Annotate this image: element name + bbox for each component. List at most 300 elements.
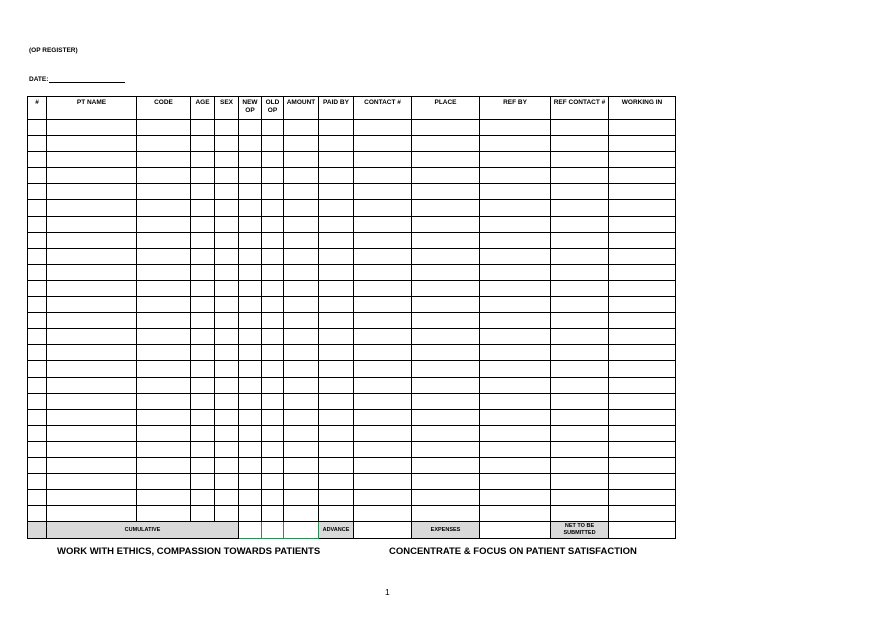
table-cell[interactable] xyxy=(262,120,284,136)
table-cell[interactable] xyxy=(480,280,551,296)
table-cell[interactable] xyxy=(47,297,137,313)
table-cell[interactable] xyxy=(215,474,239,490)
table-cell[interactable] xyxy=(609,506,676,522)
table-cell[interactable] xyxy=(480,393,551,409)
table-cell[interactable] xyxy=(262,248,284,264)
table-cell[interactable] xyxy=(284,345,319,361)
table-cell[interactable] xyxy=(284,329,319,345)
table-cell[interactable] xyxy=(609,393,676,409)
table-cell[interactable] xyxy=(319,216,354,232)
table-cell[interactable] xyxy=(609,425,676,441)
table-cell[interactable] xyxy=(551,248,609,264)
table-cell[interactable] xyxy=(412,393,480,409)
table-cell[interactable] xyxy=(354,441,412,457)
table-cell[interactable] xyxy=(215,168,239,184)
table-cell[interactable] xyxy=(28,393,47,409)
table-cell[interactable] xyxy=(28,474,47,490)
table-cell[interactable] xyxy=(412,216,480,232)
table-cell[interactable] xyxy=(551,120,609,136)
table-cell[interactable] xyxy=(191,474,215,490)
table-cell[interactable] xyxy=(412,506,480,522)
table-cell[interactable] xyxy=(47,474,137,490)
table-cell[interactable] xyxy=(412,457,480,473)
table-cell[interactable] xyxy=(239,313,262,329)
table-cell[interactable] xyxy=(480,377,551,393)
table-cell[interactable] xyxy=(47,457,137,473)
table-cell[interactable] xyxy=(215,506,239,522)
table-cell[interactable] xyxy=(412,232,480,248)
table-cell[interactable] xyxy=(319,297,354,313)
table-cell[interactable] xyxy=(191,393,215,409)
table-cell[interactable] xyxy=(191,329,215,345)
table-cell[interactable] xyxy=(609,280,676,296)
table-cell[interactable] xyxy=(215,345,239,361)
table-cell[interactable] xyxy=(412,425,480,441)
table-cell[interactable] xyxy=(480,297,551,313)
table-cell[interactable] xyxy=(215,313,239,329)
table-cell[interactable] xyxy=(215,329,239,345)
table-cell[interactable] xyxy=(191,152,215,168)
table-cell[interactable] xyxy=(215,248,239,264)
table-cell[interactable] xyxy=(319,425,354,441)
table-cell[interactable] xyxy=(28,425,47,441)
table-cell[interactable] xyxy=(239,168,262,184)
table-cell[interactable] xyxy=(480,232,551,248)
table-cell[interactable] xyxy=(191,248,215,264)
table-cell[interactable] xyxy=(412,248,480,264)
table-cell[interactable] xyxy=(354,280,412,296)
table-cell[interactable] xyxy=(262,490,284,506)
table-cell[interactable] xyxy=(28,361,47,377)
table-cell[interactable] xyxy=(319,345,354,361)
table-cell[interactable] xyxy=(191,136,215,152)
table-cell[interactable] xyxy=(284,232,319,248)
table-cell[interactable] xyxy=(262,329,284,345)
table-cell[interactable] xyxy=(215,409,239,425)
table-cell[interactable] xyxy=(215,232,239,248)
table-cell[interactable] xyxy=(354,184,412,200)
table-cell[interactable] xyxy=(319,457,354,473)
table-cell[interactable] xyxy=(480,425,551,441)
table-cell[interactable] xyxy=(262,377,284,393)
table-cell[interactable] xyxy=(480,490,551,506)
table-cell[interactable] xyxy=(412,136,480,152)
table-cell[interactable] xyxy=(137,345,191,361)
table-cell[interactable] xyxy=(191,457,215,473)
cumulative-new-op-cell[interactable] xyxy=(239,522,262,539)
table-cell[interactable] xyxy=(28,490,47,506)
table-cell[interactable] xyxy=(47,506,137,522)
table-cell[interactable] xyxy=(215,361,239,377)
table-cell[interactable] xyxy=(215,441,239,457)
table-cell[interactable] xyxy=(480,506,551,522)
table-cell[interactable] xyxy=(551,232,609,248)
table-cell[interactable] xyxy=(412,441,480,457)
table-cell[interactable] xyxy=(191,216,215,232)
table-cell[interactable] xyxy=(412,297,480,313)
table-cell[interactable] xyxy=(319,120,354,136)
table-cell[interactable] xyxy=(551,297,609,313)
table-cell[interactable] xyxy=(28,297,47,313)
table-cell[interactable] xyxy=(262,345,284,361)
table-cell[interactable] xyxy=(47,248,137,264)
table-cell[interactable] xyxy=(354,506,412,522)
table-cell[interactable] xyxy=(215,264,239,280)
table-cell[interactable] xyxy=(215,377,239,393)
table-cell[interactable] xyxy=(480,152,551,168)
table-cell[interactable] xyxy=(412,264,480,280)
table-cell[interactable] xyxy=(215,393,239,409)
table-cell[interactable] xyxy=(551,377,609,393)
table-cell[interactable] xyxy=(47,264,137,280)
table-cell[interactable] xyxy=(319,361,354,377)
table-cell[interactable] xyxy=(191,232,215,248)
table-cell[interactable] xyxy=(137,248,191,264)
table-cell[interactable] xyxy=(551,168,609,184)
table-cell[interactable] xyxy=(284,152,319,168)
table-cell[interactable] xyxy=(28,409,47,425)
table-cell[interactable] xyxy=(47,329,137,345)
table-cell[interactable] xyxy=(191,120,215,136)
table-cell[interactable] xyxy=(262,393,284,409)
table-cell[interactable] xyxy=(480,136,551,152)
table-cell[interactable] xyxy=(551,393,609,409)
table-cell[interactable] xyxy=(551,200,609,216)
table-cell[interactable] xyxy=(215,216,239,232)
table-cell[interactable] xyxy=(47,168,137,184)
table-cell[interactable] xyxy=(319,441,354,457)
table-cell[interactable] xyxy=(354,232,412,248)
table-cell[interactable] xyxy=(137,425,191,441)
table-cell[interactable] xyxy=(239,200,262,216)
table-cell[interactable] xyxy=(284,393,319,409)
table-cell[interactable] xyxy=(551,361,609,377)
table-cell[interactable] xyxy=(480,361,551,377)
table-cell[interactable] xyxy=(480,248,551,264)
table-cell[interactable] xyxy=(284,168,319,184)
table-cell[interactable] xyxy=(354,168,412,184)
table-cell[interactable] xyxy=(137,313,191,329)
table-cell[interactable] xyxy=(262,313,284,329)
table-cell[interactable] xyxy=(262,216,284,232)
table-cell[interactable] xyxy=(480,264,551,280)
table-cell[interactable] xyxy=(354,297,412,313)
table-cell[interactable] xyxy=(354,120,412,136)
table-cell[interactable] xyxy=(191,425,215,441)
table-cell[interactable] xyxy=(354,313,412,329)
table-cell[interactable] xyxy=(319,152,354,168)
table-cell[interactable] xyxy=(609,216,676,232)
table-cell[interactable] xyxy=(551,152,609,168)
table-cell[interactable] xyxy=(191,297,215,313)
table-cell[interactable] xyxy=(191,313,215,329)
table-cell[interactable] xyxy=(28,136,47,152)
table-cell[interactable] xyxy=(319,313,354,329)
table-cell[interactable] xyxy=(412,184,480,200)
table-cell[interactable] xyxy=(412,280,480,296)
table-cell[interactable] xyxy=(354,216,412,232)
table-cell[interactable] xyxy=(551,313,609,329)
table-cell[interactable] xyxy=(480,184,551,200)
table-cell[interactable] xyxy=(28,441,47,457)
table-cell[interactable] xyxy=(412,377,480,393)
table-cell[interactable] xyxy=(551,474,609,490)
table-cell[interactable] xyxy=(551,425,609,441)
table-cell[interactable] xyxy=(284,409,319,425)
table-cell[interactable] xyxy=(215,425,239,441)
table-cell[interactable] xyxy=(284,313,319,329)
table-cell[interactable] xyxy=(284,184,319,200)
table-cell[interactable] xyxy=(354,490,412,506)
table-cell[interactable] xyxy=(551,136,609,152)
table-cell[interactable] xyxy=(284,297,319,313)
table-cell[interactable] xyxy=(239,136,262,152)
table-cell[interactable] xyxy=(137,232,191,248)
table-cell[interactable] xyxy=(191,184,215,200)
cumulative-amount-cell[interactable] xyxy=(284,522,319,539)
table-cell[interactable] xyxy=(47,425,137,441)
table-cell[interactable] xyxy=(412,313,480,329)
table-cell[interactable] xyxy=(215,200,239,216)
table-cell[interactable] xyxy=(239,457,262,473)
table-cell[interactable] xyxy=(47,216,137,232)
table-cell[interactable] xyxy=(137,377,191,393)
table-cell[interactable] xyxy=(319,280,354,296)
table-cell[interactable] xyxy=(137,474,191,490)
table-cell[interactable] xyxy=(354,361,412,377)
table-cell[interactable] xyxy=(609,377,676,393)
table-cell[interactable] xyxy=(28,200,47,216)
table-cell[interactable] xyxy=(191,441,215,457)
expenses-value-cell[interactable] xyxy=(480,522,551,539)
table-cell[interactable] xyxy=(412,409,480,425)
table-cell[interactable] xyxy=(284,361,319,377)
table-cell[interactable] xyxy=(191,264,215,280)
table-cell[interactable] xyxy=(137,393,191,409)
table-cell[interactable] xyxy=(239,425,262,441)
table-cell[interactable] xyxy=(480,216,551,232)
table-cell[interactable] xyxy=(284,506,319,522)
table-cell[interactable] xyxy=(137,120,191,136)
table-cell[interactable] xyxy=(239,232,262,248)
table-cell[interactable] xyxy=(28,457,47,473)
table-cell[interactable] xyxy=(215,457,239,473)
table-cell[interactable] xyxy=(28,120,47,136)
table-cell[interactable] xyxy=(354,393,412,409)
table-cell[interactable] xyxy=(191,409,215,425)
table-cell[interactable] xyxy=(354,136,412,152)
table-cell[interactable] xyxy=(551,490,609,506)
table-cell[interactable] xyxy=(354,457,412,473)
table-cell[interactable] xyxy=(412,345,480,361)
table-cell[interactable] xyxy=(28,264,47,280)
table-cell[interactable] xyxy=(47,393,137,409)
table-cell[interactable] xyxy=(262,425,284,441)
table-cell[interactable] xyxy=(239,248,262,264)
table-cell[interactable] xyxy=(137,506,191,522)
table-cell[interactable] xyxy=(47,361,137,377)
table-cell[interactable] xyxy=(239,152,262,168)
table-cell[interactable] xyxy=(262,200,284,216)
table-cell[interactable] xyxy=(137,457,191,473)
table-cell[interactable] xyxy=(480,120,551,136)
table-cell[interactable] xyxy=(412,168,480,184)
table-cell[interactable] xyxy=(262,297,284,313)
table-cell[interactable] xyxy=(551,506,609,522)
date-blank-field[interactable] xyxy=(49,76,125,83)
table-cell[interactable] xyxy=(239,409,262,425)
table-cell[interactable] xyxy=(412,474,480,490)
table-cell[interactable] xyxy=(609,457,676,473)
table-cell[interactable] xyxy=(137,490,191,506)
table-cell[interactable] xyxy=(284,490,319,506)
table-cell[interactable] xyxy=(480,474,551,490)
table-cell[interactable] xyxy=(412,200,480,216)
table-cell[interactable] xyxy=(137,297,191,313)
table-cell[interactable] xyxy=(137,409,191,425)
table-cell[interactable] xyxy=(137,152,191,168)
table-cell[interactable] xyxy=(609,264,676,280)
table-cell[interactable] xyxy=(215,152,239,168)
table-cell[interactable] xyxy=(47,409,137,425)
table-cell[interactable] xyxy=(191,280,215,296)
table-cell[interactable] xyxy=(28,345,47,361)
table-cell[interactable] xyxy=(284,425,319,441)
table-cell[interactable] xyxy=(262,441,284,457)
table-cell[interactable] xyxy=(239,474,262,490)
table-cell[interactable] xyxy=(191,168,215,184)
table-cell[interactable] xyxy=(215,297,239,313)
table-cell[interactable] xyxy=(319,393,354,409)
table-cell[interactable] xyxy=(191,377,215,393)
table-cell[interactable] xyxy=(319,490,354,506)
table-cell[interactable] xyxy=(609,200,676,216)
table-cell[interactable] xyxy=(47,441,137,457)
table-cell[interactable] xyxy=(319,168,354,184)
table-cell[interactable] xyxy=(480,313,551,329)
table-cell[interactable] xyxy=(609,136,676,152)
table-cell[interactable] xyxy=(262,280,284,296)
table-cell[interactable] xyxy=(239,280,262,296)
table-cell[interactable] xyxy=(319,136,354,152)
table-cell[interactable] xyxy=(609,168,676,184)
table-cell[interactable] xyxy=(609,490,676,506)
net-value-cell[interactable] xyxy=(609,522,676,539)
table-cell[interactable] xyxy=(239,264,262,280)
table-cell[interactable] xyxy=(609,361,676,377)
table-cell[interactable] xyxy=(480,200,551,216)
table-cell[interactable] xyxy=(28,329,47,345)
table-cell[interactable] xyxy=(239,490,262,506)
table-cell[interactable] xyxy=(239,297,262,313)
table-cell[interactable] xyxy=(319,200,354,216)
table-cell[interactable] xyxy=(354,409,412,425)
table-cell[interactable] xyxy=(284,248,319,264)
table-cell[interactable] xyxy=(412,361,480,377)
table-cell[interactable] xyxy=(319,474,354,490)
table-cell[interactable] xyxy=(47,313,137,329)
table-cell[interactable] xyxy=(191,345,215,361)
table-cell[interactable] xyxy=(215,120,239,136)
table-cell[interactable] xyxy=(47,232,137,248)
table-cell[interactable] xyxy=(239,184,262,200)
table-cell[interactable] xyxy=(480,168,551,184)
table-cell[interactable] xyxy=(262,264,284,280)
table-cell[interactable] xyxy=(239,216,262,232)
table-cell[interactable] xyxy=(137,200,191,216)
table-cell[interactable] xyxy=(551,345,609,361)
table-cell[interactable] xyxy=(319,506,354,522)
table-cell[interactable] xyxy=(551,264,609,280)
table-cell[interactable] xyxy=(551,280,609,296)
table-cell[interactable] xyxy=(480,441,551,457)
table-cell[interactable] xyxy=(28,216,47,232)
table-cell[interactable] xyxy=(319,184,354,200)
cumulative-old-op-cell[interactable] xyxy=(262,522,284,539)
table-cell[interactable] xyxy=(28,168,47,184)
table-cell[interactable] xyxy=(284,474,319,490)
table-cell[interactable] xyxy=(480,409,551,425)
table-cell[interactable] xyxy=(28,248,47,264)
table-cell[interactable] xyxy=(262,136,284,152)
table-cell[interactable] xyxy=(262,232,284,248)
table-cell[interactable] xyxy=(609,297,676,313)
table-cell[interactable] xyxy=(480,345,551,361)
table-cell[interactable] xyxy=(191,506,215,522)
table-cell[interactable] xyxy=(284,200,319,216)
table-cell[interactable] xyxy=(609,474,676,490)
table-cell[interactable] xyxy=(609,152,676,168)
table-cell[interactable] xyxy=(137,361,191,377)
table-cell[interactable] xyxy=(239,345,262,361)
table-cell[interactable] xyxy=(215,136,239,152)
table-cell[interactable] xyxy=(47,120,137,136)
table-cell[interactable] xyxy=(137,329,191,345)
table-cell[interactable] xyxy=(609,248,676,264)
table-cell[interactable] xyxy=(609,120,676,136)
table-cell[interactable] xyxy=(137,184,191,200)
table-cell[interactable] xyxy=(239,377,262,393)
table-cell[interactable] xyxy=(47,184,137,200)
table-cell[interactable] xyxy=(551,409,609,425)
table-cell[interactable] xyxy=(262,168,284,184)
table-cell[interactable] xyxy=(28,377,47,393)
table-cell[interactable] xyxy=(319,329,354,345)
table-cell[interactable] xyxy=(262,184,284,200)
table-cell[interactable] xyxy=(609,409,676,425)
table-cell[interactable] xyxy=(215,184,239,200)
table-cell[interactable] xyxy=(137,168,191,184)
table-cell[interactable] xyxy=(47,152,137,168)
table-cell[interactable] xyxy=(239,441,262,457)
table-cell[interactable] xyxy=(191,200,215,216)
table-cell[interactable] xyxy=(354,425,412,441)
table-cell[interactable] xyxy=(191,490,215,506)
table-cell[interactable] xyxy=(28,313,47,329)
table-cell[interactable] xyxy=(191,361,215,377)
table-cell[interactable] xyxy=(480,329,551,345)
table-cell[interactable] xyxy=(412,120,480,136)
table-cell[interactable] xyxy=(354,474,412,490)
table-cell[interactable] xyxy=(28,506,47,522)
table-cell[interactable] xyxy=(215,280,239,296)
table-cell[interactable] xyxy=(47,280,137,296)
table-cell[interactable] xyxy=(480,457,551,473)
table-cell[interactable] xyxy=(284,264,319,280)
table-cell[interactable] xyxy=(239,120,262,136)
table-cell[interactable] xyxy=(262,506,284,522)
table-cell[interactable] xyxy=(137,136,191,152)
